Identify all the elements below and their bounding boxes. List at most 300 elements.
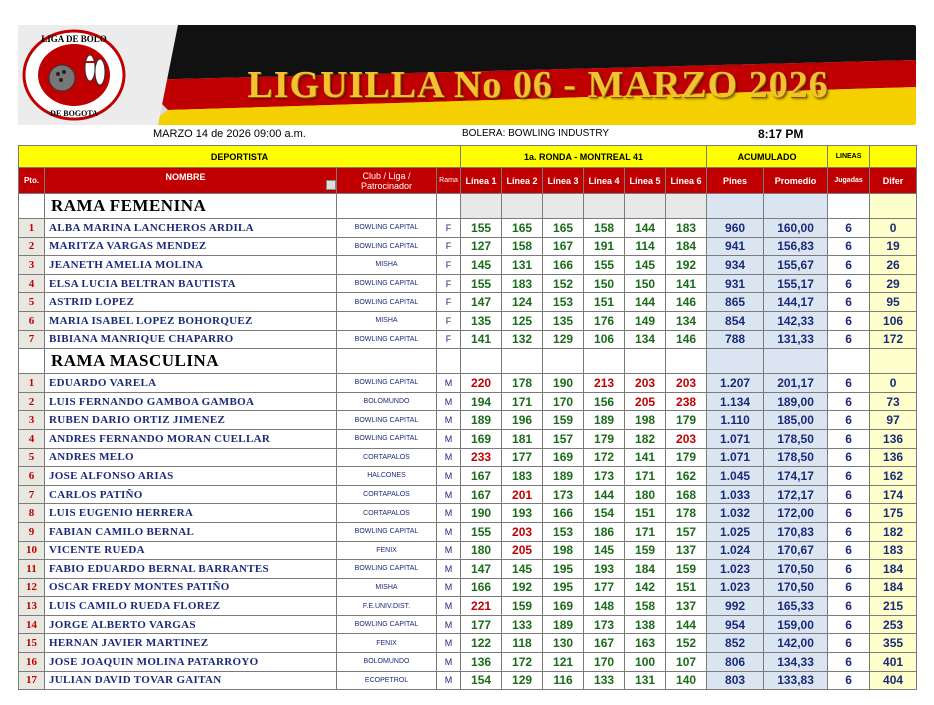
position-cell: 4 xyxy=(19,429,45,448)
line-score-cell: 150 xyxy=(625,274,666,293)
position-cell: 5 xyxy=(19,448,45,467)
difer-cell: 184 xyxy=(870,578,917,597)
position-cell: 13 xyxy=(19,597,45,616)
line-score-cell: 147 xyxy=(461,560,502,579)
player-name: JULIAN DAVID TOVAR GAITAN xyxy=(45,671,337,690)
position-cell: 1 xyxy=(19,219,45,238)
pines-cell: 806 xyxy=(707,653,764,672)
jugadas-cell: 6 xyxy=(828,392,870,411)
line-score-cell: 131 xyxy=(625,671,666,690)
header-linea-4: Línea 4 xyxy=(584,168,625,194)
header-difer: Difer xyxy=(870,168,917,194)
rama-cell: F xyxy=(437,311,461,330)
line-score-cell: 159 xyxy=(625,541,666,560)
header-nombre-label: NOMBRE xyxy=(165,171,206,182)
line-score-cell: 151 xyxy=(666,578,707,597)
line-score-cell: 145 xyxy=(625,256,666,275)
player-row xyxy=(19,485,917,504)
line-score-cell: 198 xyxy=(625,411,666,430)
rama-cell: M xyxy=(437,392,461,411)
line-score-cell: 179 xyxy=(666,448,707,467)
section-line-cell xyxy=(666,194,707,219)
line-score-cell: 124 xyxy=(502,293,543,312)
line-score-cell: 173 xyxy=(584,615,625,634)
player-row xyxy=(19,597,917,616)
pines-cell: 1.023 xyxy=(707,560,764,579)
line-score-cell: 144 xyxy=(625,293,666,312)
line-score-cell: 181 xyxy=(502,429,543,448)
section-line-cell xyxy=(543,349,584,374)
line-score-cell: 176 xyxy=(584,311,625,330)
line-score-cell: 154 xyxy=(584,504,625,523)
line-score-cell: 132 xyxy=(502,330,543,349)
pines-cell: 1.032 xyxy=(707,504,764,523)
line-score-cell: 233 xyxy=(461,448,502,467)
header-pto: Pto. xyxy=(19,168,45,194)
player-row xyxy=(19,653,917,672)
position-cell: 4 xyxy=(19,274,45,293)
line-score-cell: 166 xyxy=(543,504,584,523)
club-cell: HALCONES xyxy=(337,467,437,486)
line-score-cell: 220 xyxy=(461,374,502,393)
jugadas-cell: 6 xyxy=(828,560,870,579)
line-score-cell: 106 xyxy=(584,330,625,349)
player-name: MARITZA VARGAS MENDEZ xyxy=(45,237,337,256)
event-date: MARZO 14 de 2026 09:00 a.m. xyxy=(153,128,306,140)
print-time: 8:17 PM xyxy=(758,127,804,141)
promedio-cell: 160,00 xyxy=(764,219,828,238)
player-name: ELSA LUCIA BELTRAN BAUTISTA xyxy=(45,274,337,293)
player-row xyxy=(19,293,917,312)
promedio-cell: 172,17 xyxy=(764,485,828,504)
header-blank xyxy=(870,146,917,168)
section-blank xyxy=(337,194,437,219)
difer-cell: 73 xyxy=(870,392,917,411)
section-line-cell xyxy=(625,194,666,219)
section-blank xyxy=(828,349,870,374)
pines-cell: 1.134 xyxy=(707,392,764,411)
jugadas-cell: 6 xyxy=(828,256,870,275)
section-line-cell xyxy=(502,194,543,219)
rama-cell: F xyxy=(437,293,461,312)
player-name: ANDRES FERNANDO MORAN CUELLAR xyxy=(45,429,337,448)
promedio-cell: 170,67 xyxy=(764,541,828,560)
section-line-cell xyxy=(461,349,502,374)
pines-cell: 934 xyxy=(707,256,764,275)
difer-cell: 0 xyxy=(870,374,917,393)
line-score-cell: 150 xyxy=(584,274,625,293)
rama-cell: M xyxy=(437,429,461,448)
jugadas-cell: 6 xyxy=(828,311,870,330)
line-score-cell: 179 xyxy=(666,411,707,430)
promedio-cell: 201,17 xyxy=(764,374,828,393)
section-blank xyxy=(828,194,870,219)
line-score-cell: 169 xyxy=(461,429,502,448)
promedio-cell: 134,33 xyxy=(764,653,828,672)
pines-cell: 803 xyxy=(707,671,764,690)
line-score-cell: 183 xyxy=(502,274,543,293)
promedio-cell: 170,50 xyxy=(764,560,828,579)
line-score-cell: 179 xyxy=(584,429,625,448)
player-name: LUIS CAMILO RUEDA FLOREZ xyxy=(45,597,337,616)
line-score-cell: 173 xyxy=(584,467,625,486)
player-name: ALBA MARINA LANCHEROS ARDILA xyxy=(45,219,337,238)
player-name: CARLOS PATIÑO xyxy=(45,485,337,504)
rama-cell: M xyxy=(437,504,461,523)
player-name: JEANETH AMELIA MOLINA xyxy=(45,256,337,275)
line-score-cell: 135 xyxy=(461,311,502,330)
player-name: HERNAN JAVIER MARTINEZ xyxy=(45,634,337,653)
rama-cell: M xyxy=(437,374,461,393)
player-name: LUIS FERNANDO GAMBOA GAMBOA xyxy=(45,392,337,411)
jugadas-cell: 6 xyxy=(828,504,870,523)
jugadas-cell: 6 xyxy=(828,653,870,672)
line-score-cell: 180 xyxy=(461,541,502,560)
club-cell: F.E.UNIV.DIST. xyxy=(337,597,437,616)
section-blank xyxy=(707,194,764,219)
line-score-cell: 145 xyxy=(584,541,625,560)
pines-cell: 854 xyxy=(707,311,764,330)
line-score-cell: 198 xyxy=(543,541,584,560)
line-score-cell: 153 xyxy=(543,522,584,541)
line-score-cell: 195 xyxy=(543,560,584,579)
section-blank xyxy=(764,349,828,374)
header-lineas: LINEAS xyxy=(828,146,870,168)
club-cell: MISHA xyxy=(337,578,437,597)
line-score-cell: 173 xyxy=(543,485,584,504)
position-cell: 17 xyxy=(19,671,45,690)
section-line-cell xyxy=(461,194,502,219)
league-logo xyxy=(20,28,128,122)
player-row xyxy=(19,411,917,430)
difer-cell: 97 xyxy=(870,411,917,430)
line-score-cell: 141 xyxy=(666,274,707,293)
line-score-cell: 158 xyxy=(502,237,543,256)
line-score-cell: 144 xyxy=(666,615,707,634)
position-cell: 12 xyxy=(19,578,45,597)
position-cell: 6 xyxy=(19,467,45,486)
line-score-cell: 178 xyxy=(502,374,543,393)
pines-cell: 788 xyxy=(707,330,764,349)
pines-cell: 1.024 xyxy=(707,541,764,560)
line-score-cell: 205 xyxy=(502,541,543,560)
line-score-cell: 203 xyxy=(666,429,707,448)
line-score-cell: 145 xyxy=(461,256,502,275)
line-score-cell: 121 xyxy=(543,653,584,672)
line-score-cell: 167 xyxy=(584,634,625,653)
player-row xyxy=(19,274,917,293)
line-score-cell: 137 xyxy=(666,597,707,616)
line-score-cell: 221 xyxy=(461,597,502,616)
line-score-cell: 154 xyxy=(461,671,502,690)
position-cell: 14 xyxy=(19,615,45,634)
line-score-cell: 152 xyxy=(666,634,707,653)
player-row xyxy=(19,467,917,486)
section-blank xyxy=(19,194,45,219)
player-name: BIBIANA MANRIQUE CHAPARRO xyxy=(45,330,337,349)
club-cell: BOWLING CAPITAL xyxy=(337,219,437,238)
jugadas-cell: 6 xyxy=(828,411,870,430)
pines-cell: 960 xyxy=(707,219,764,238)
line-score-cell: 184 xyxy=(625,560,666,579)
difer-cell: 19 xyxy=(870,237,917,256)
rama-cell: M xyxy=(437,485,461,504)
rama-cell: M xyxy=(437,634,461,653)
line-score-cell: 130 xyxy=(543,634,584,653)
difer-cell: 175 xyxy=(870,504,917,523)
position-cell: 7 xyxy=(19,330,45,349)
section-line-cell xyxy=(543,194,584,219)
line-score-cell: 195 xyxy=(543,578,584,597)
club-cell: BOWLING CAPITAL xyxy=(337,560,437,579)
line-score-cell: 127 xyxy=(461,237,502,256)
promedio-cell: 174,17 xyxy=(764,467,828,486)
difer-cell: 136 xyxy=(870,448,917,467)
section-blank xyxy=(19,349,45,374)
line-score-cell: 146 xyxy=(666,293,707,312)
section-blank xyxy=(870,349,917,374)
line-score-cell: 131 xyxy=(502,256,543,275)
line-score-cell: 180 xyxy=(625,485,666,504)
player-row xyxy=(19,311,917,330)
line-score-cell: 203 xyxy=(502,522,543,541)
promedio-cell: 133,83 xyxy=(764,671,828,690)
line-score-cell: 135 xyxy=(543,311,584,330)
header-deportista: DEPORTISTA xyxy=(19,146,461,168)
player-row xyxy=(19,615,917,634)
difer-cell: 95 xyxy=(870,293,917,312)
section-line-cell xyxy=(584,349,625,374)
rama-cell: F xyxy=(437,274,461,293)
player-row xyxy=(19,671,917,690)
line-score-cell: 203 xyxy=(625,374,666,393)
jugadas-cell: 6 xyxy=(828,671,870,690)
banner-title: LIGUILLA No 06 - MARZO 2026 xyxy=(247,64,829,106)
line-score-cell: 162 xyxy=(666,467,707,486)
jugadas-cell: 6 xyxy=(828,578,870,597)
jugadas-cell: 6 xyxy=(828,522,870,541)
club-cell: BOWLING CAPITAL xyxy=(337,615,437,634)
rama-cell: M xyxy=(437,522,461,541)
line-score-cell: 167 xyxy=(461,467,502,486)
difer-cell: 0 xyxy=(870,219,917,238)
line-score-cell: 201 xyxy=(502,485,543,504)
pines-cell: 1.033 xyxy=(707,485,764,504)
section-blank xyxy=(337,349,437,374)
promedio-cell: 131,33 xyxy=(764,330,828,349)
line-score-cell: 151 xyxy=(584,293,625,312)
line-score-cell: 170 xyxy=(543,392,584,411)
line-score-cell: 172 xyxy=(502,653,543,672)
line-score-cell: 170 xyxy=(584,653,625,672)
difer-cell: 182 xyxy=(870,522,917,541)
line-score-cell: 158 xyxy=(625,597,666,616)
line-score-cell: 166 xyxy=(461,578,502,597)
player-name: LUIS EUGENIO HERRERA xyxy=(45,504,337,523)
club-cell: CORTAPALOS xyxy=(337,448,437,467)
line-score-cell: 172 xyxy=(584,448,625,467)
club-cell: BOWLING CAPITAL xyxy=(337,293,437,312)
player-row xyxy=(19,541,917,560)
line-score-cell: 158 xyxy=(584,219,625,238)
player-row xyxy=(19,522,917,541)
rama-cell: M xyxy=(437,597,461,616)
player-row xyxy=(19,237,917,256)
club-cell: BOWLING CAPITAL xyxy=(337,374,437,393)
header-linea-6: Línea 6 xyxy=(666,168,707,194)
line-score-cell: 134 xyxy=(625,330,666,349)
jugadas-cell: 6 xyxy=(828,219,870,238)
section-line-cell xyxy=(625,349,666,374)
line-score-cell: 134 xyxy=(666,311,707,330)
jugadas-cell: 6 xyxy=(828,597,870,616)
line-score-cell: 177 xyxy=(461,615,502,634)
jugadas-cell: 6 xyxy=(828,615,870,634)
player-row xyxy=(19,634,917,653)
player-name: FABIAN CAMILO BERNAL xyxy=(45,522,337,541)
pines-cell: 1.071 xyxy=(707,429,764,448)
club-cell: BOLOMUNDO xyxy=(337,653,437,672)
line-score-cell: 182 xyxy=(625,429,666,448)
player-row xyxy=(19,219,917,238)
line-score-cell: 155 xyxy=(584,256,625,275)
difer-cell: 215 xyxy=(870,597,917,616)
jugadas-cell: 6 xyxy=(828,541,870,560)
jugadas-cell: 6 xyxy=(828,467,870,486)
club-cell: FENIX xyxy=(337,541,437,560)
line-score-cell: 147 xyxy=(461,293,502,312)
line-score-cell: 193 xyxy=(584,560,625,579)
position-cell: 1 xyxy=(19,374,45,393)
header-club xyxy=(337,168,437,194)
club-cell: BOWLING CAPITAL xyxy=(337,274,437,293)
line-score-cell: 171 xyxy=(502,392,543,411)
line-score-cell: 146 xyxy=(666,330,707,349)
line-score-cell: 114 xyxy=(625,237,666,256)
rama-cell: F xyxy=(437,256,461,275)
line-score-cell: 145 xyxy=(502,560,543,579)
line-score-cell: 186 xyxy=(584,522,625,541)
pines-cell: 1.071 xyxy=(707,448,764,467)
player-row xyxy=(19,330,917,349)
promedio-cell: 178,50 xyxy=(764,448,828,467)
line-score-cell: 129 xyxy=(543,330,584,349)
line-score-cell: 192 xyxy=(502,578,543,597)
pines-cell: 1.045 xyxy=(707,467,764,486)
line-score-cell: 155 xyxy=(461,274,502,293)
header-ronda: 1a. RONDA - MONTREAL 41 xyxy=(461,146,707,168)
line-score-cell: 191 xyxy=(584,237,625,256)
header-jugadas: Jugadas xyxy=(828,168,870,194)
promedio-cell: 142,33 xyxy=(764,311,828,330)
player-name: JORGE ALBERTO VARGAS xyxy=(45,615,337,634)
player-name: RUBEN DARIO ORTIZ JIMENEZ xyxy=(45,411,337,430)
difer-cell: 183 xyxy=(870,541,917,560)
line-score-cell: 148 xyxy=(584,597,625,616)
line-score-cell: 189 xyxy=(584,411,625,430)
promedio-cell: 156,83 xyxy=(764,237,828,256)
player-name: MARIA ISABEL LOPEZ BOHORQUEZ xyxy=(45,311,337,330)
pines-cell: 1.110 xyxy=(707,411,764,430)
header-club-label: Club / Liga / Patrocinador xyxy=(360,170,413,191)
position-cell: 2 xyxy=(19,392,45,411)
line-score-cell: 169 xyxy=(543,448,584,467)
position-cell: 3 xyxy=(19,411,45,430)
pines-cell: 1.025 xyxy=(707,522,764,541)
line-score-cell: 100 xyxy=(625,653,666,672)
line-score-cell: 151 xyxy=(625,504,666,523)
line-score-cell: 169 xyxy=(543,597,584,616)
line-score-cell: 167 xyxy=(461,485,502,504)
line-score-cell: 183 xyxy=(502,467,543,486)
line-score-cell: 152 xyxy=(543,274,584,293)
rama-cell: M xyxy=(437,541,461,560)
filter-dropdown-icon[interactable] xyxy=(326,180,336,190)
club-cell: CORTAPALOS xyxy=(337,504,437,523)
pines-cell: 1.023 xyxy=(707,578,764,597)
rama-cell: M xyxy=(437,448,461,467)
player-name: FABIO EDUARDO BERNAL BARRANTES xyxy=(45,560,337,579)
rama-cell: F xyxy=(437,219,461,238)
line-score-cell: 138 xyxy=(625,615,666,634)
difer-cell: 26 xyxy=(870,256,917,275)
rama-cell: M xyxy=(437,671,461,690)
club-cell: BOWLING CAPITAL xyxy=(337,429,437,448)
promedio-cell: 172,00 xyxy=(764,504,828,523)
jugadas-cell: 6 xyxy=(828,237,870,256)
pines-cell: 1.207 xyxy=(707,374,764,393)
line-score-cell: 129 xyxy=(502,671,543,690)
line-score-cell: 157 xyxy=(543,429,584,448)
pines-cell: 865 xyxy=(707,293,764,312)
player-name: ANDRES MELO xyxy=(45,448,337,467)
club-cell: MISHA xyxy=(337,311,437,330)
line-score-cell: 136 xyxy=(461,653,502,672)
subheader-row xyxy=(19,168,917,194)
header-linea-1: Línea 1 xyxy=(461,168,502,194)
header-linea-2: Línea 2 xyxy=(502,168,543,194)
difer-cell: 253 xyxy=(870,615,917,634)
line-score-cell: 153 xyxy=(543,293,584,312)
section-line-cell xyxy=(666,349,707,374)
pines-cell: 954 xyxy=(707,615,764,634)
position-cell: 15 xyxy=(19,634,45,653)
player-row xyxy=(19,256,917,275)
section-line-cell xyxy=(502,349,543,374)
results-body xyxy=(19,194,917,690)
club-cell: BOWLING CAPITAL xyxy=(337,411,437,430)
difer-cell: 401 xyxy=(870,653,917,672)
player-name: VICENTE RUEDA xyxy=(45,541,337,560)
jugadas-cell: 6 xyxy=(828,429,870,448)
promedio-cell: 165,33 xyxy=(764,597,828,616)
player-row xyxy=(19,429,917,448)
player-row xyxy=(19,504,917,523)
line-score-cell: 137 xyxy=(666,541,707,560)
position-cell: 6 xyxy=(19,311,45,330)
section-blank xyxy=(764,194,828,219)
difer-cell: 29 xyxy=(870,274,917,293)
line-score-cell: 141 xyxy=(625,448,666,467)
promedio-cell: 185,00 xyxy=(764,411,828,430)
section-line-cell xyxy=(584,194,625,219)
promedio-cell: 155,17 xyxy=(764,274,828,293)
line-score-cell: 122 xyxy=(461,634,502,653)
player-row xyxy=(19,578,917,597)
logo-top-text: LIGA DE BOLO xyxy=(41,34,107,44)
line-score-cell: 141 xyxy=(461,330,502,349)
promedio-cell: 189,00 xyxy=(764,392,828,411)
